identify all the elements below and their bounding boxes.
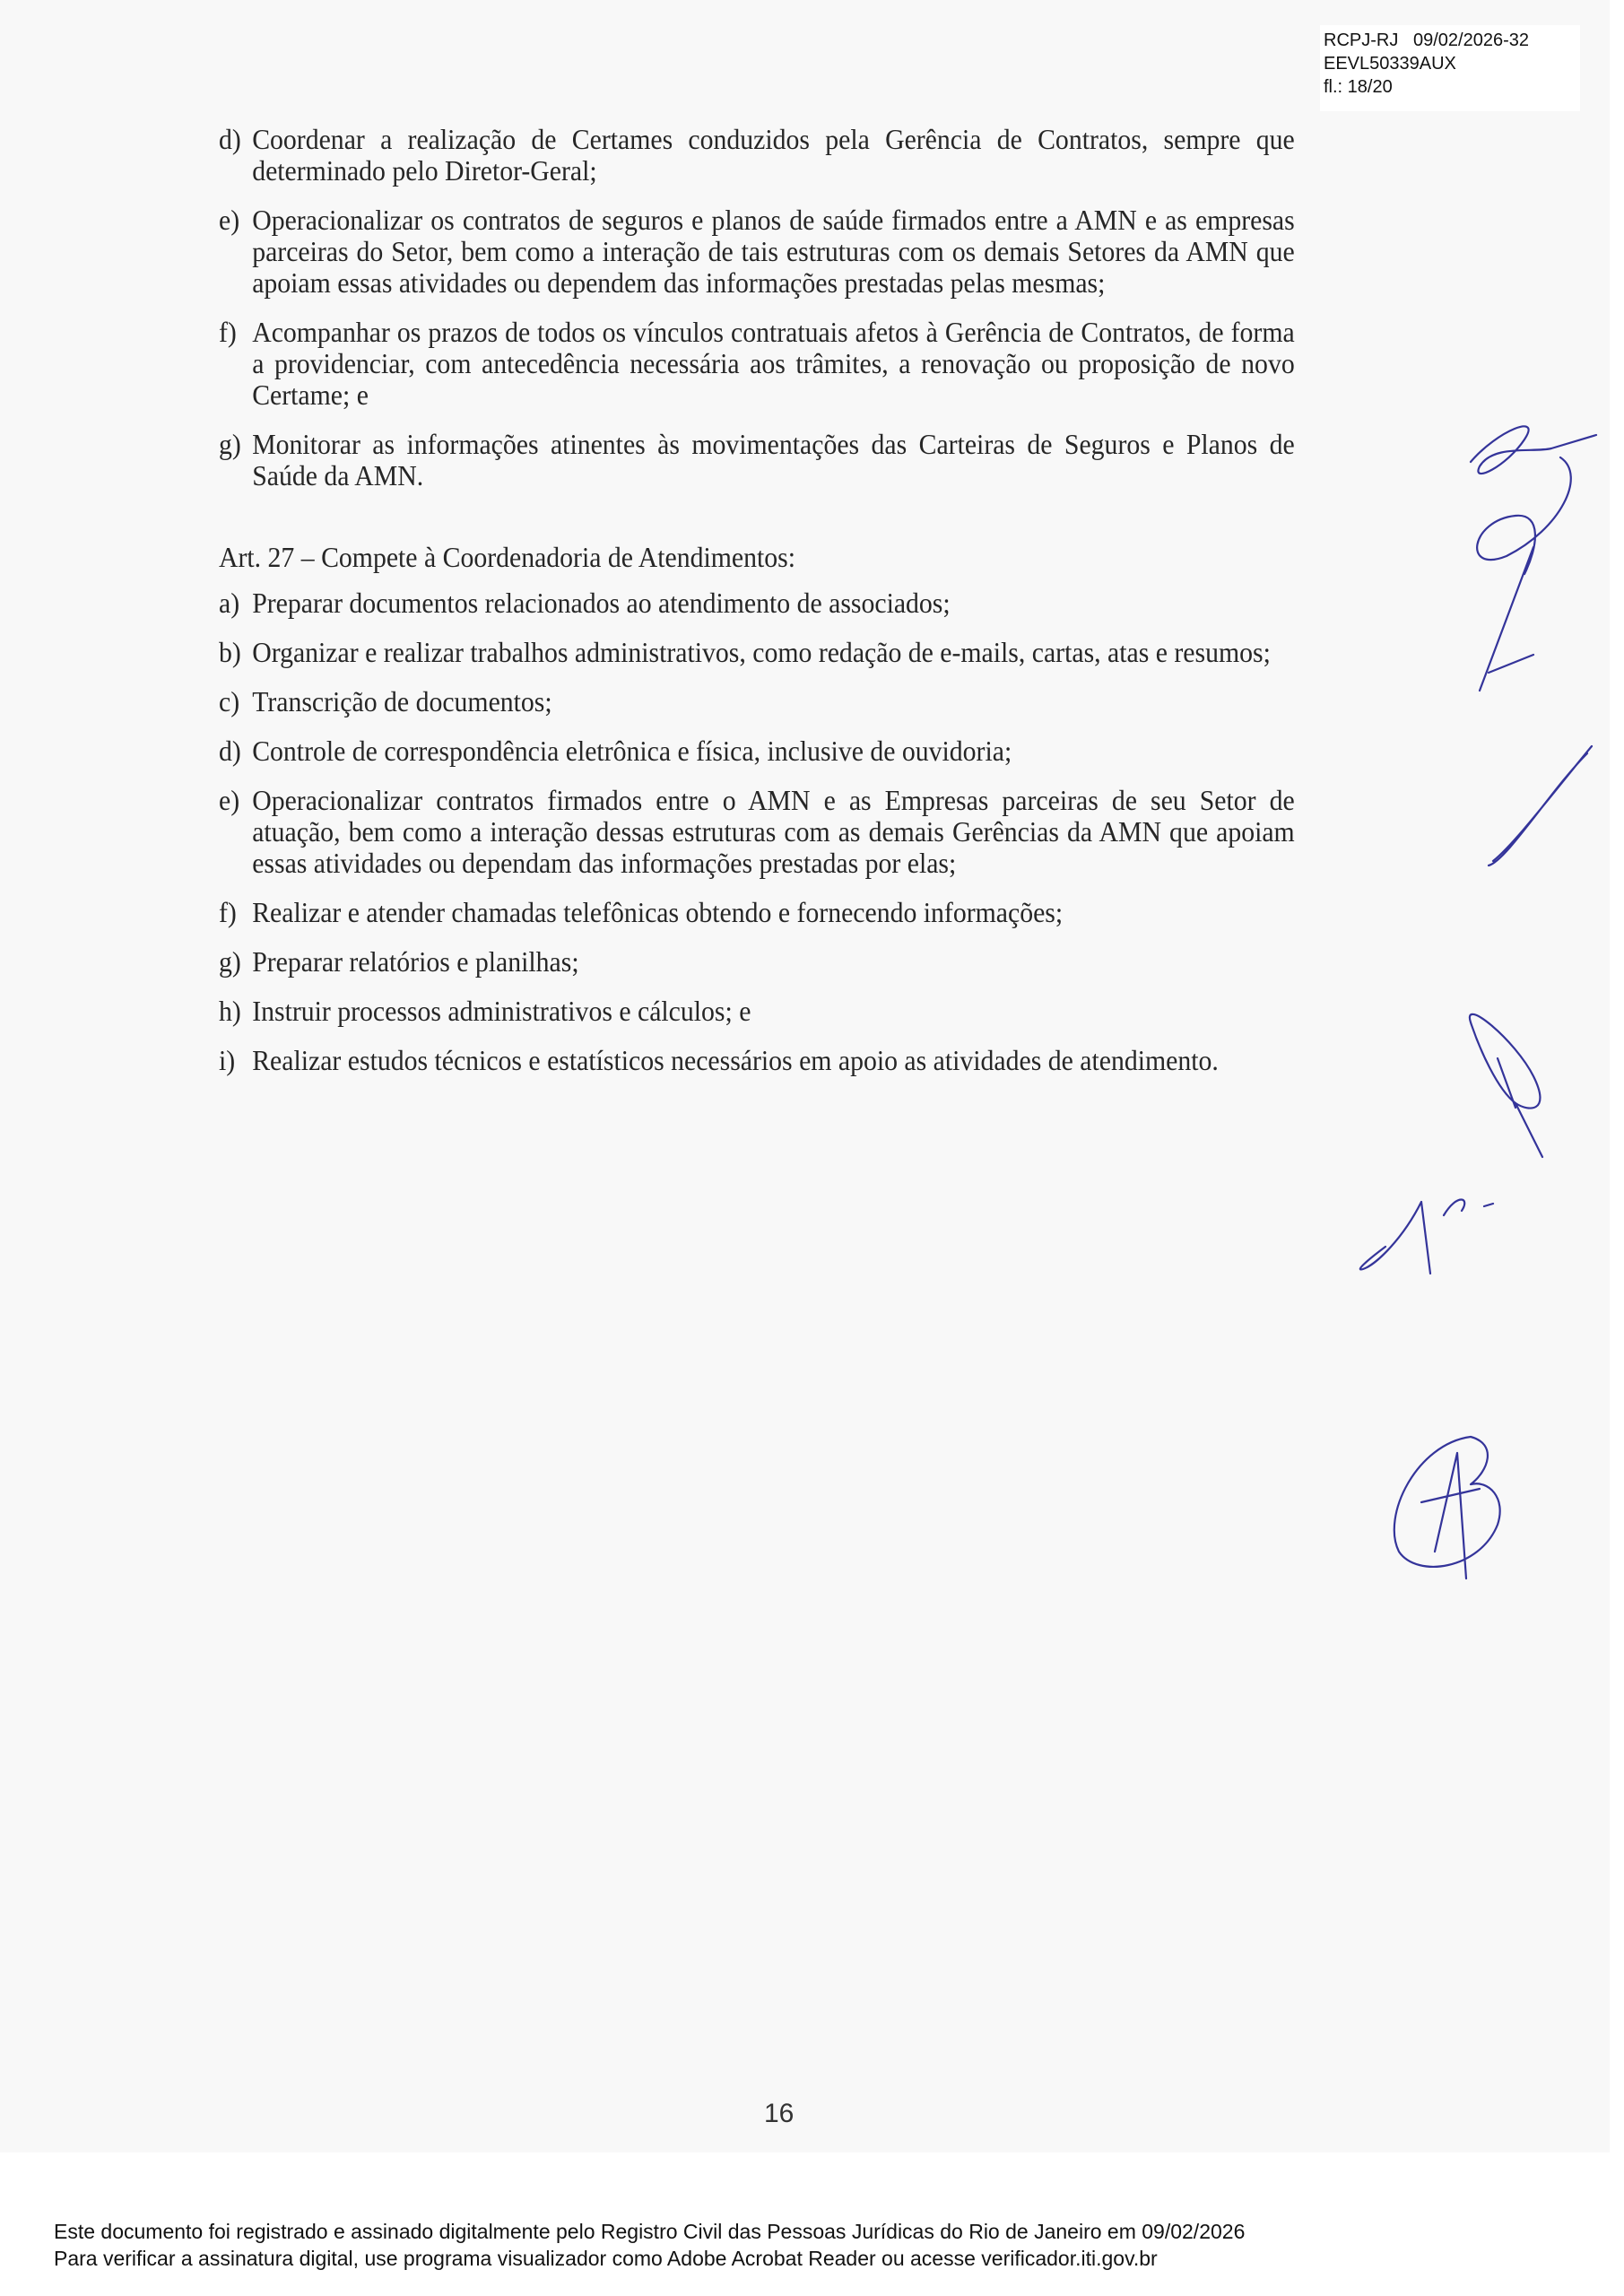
- stamp-line-registry: RCPJ-RJ 09/02/2026-32: [1324, 30, 1530, 50]
- list-item: [219, 637, 1295, 668]
- item-marker: h): [219, 995, 241, 1027]
- document-body: [219, 124, 1295, 1094]
- item-text: Instruir processos administrativos e cálculos; e: [252, 995, 751, 1027]
- item-marker: c): [219, 685, 240, 718]
- signature-rubric-1-icon: [1453, 413, 1605, 879]
- page-number: 16: [764, 2099, 795, 2128]
- item-text: Controle de correspondência eletrônica e física, inclusive de ouvidoria;: [252, 735, 1012, 767]
- list-item: [219, 946, 1295, 978]
- item-text: Monitorar as informações atinentes às movimentações das Carteiras de Seguros e Planos de Saúde da AMN.: [252, 428, 1295, 491]
- item-marker: e): [219, 204, 240, 236]
- item-text: Preparar documentos relacionados ao atendimento de associados;: [252, 587, 951, 619]
- list-item: [219, 124, 1295, 187]
- list-item: [219, 204, 1295, 299]
- item-marker: i): [219, 1044, 236, 1076]
- item-marker: f): [219, 316, 237, 348]
- item-marker: f): [219, 896, 237, 928]
- footer-registration-notice: Este documento foi registrado e assinado digitalmente pelo Registro Civil das Pessoas Jurídicas do Rio de Janeiro em 09/02/2026: [54, 2220, 1246, 2243]
- signature-rubric-3-icon: [1359, 1184, 1502, 1292]
- item-text: Realizar estudos técnicos e estatísticos necessários em apoio as atividades de atendimento.: [252, 1044, 1219, 1076]
- item-text: Acompanhar os prazos de todos os vínculos contratuais afetos à Gerência de Contratos, de forma a providenciar, com antecedência necessária aos trâmites, a renovação ou proposição de novo Certame; e: [252, 316, 1295, 411]
- list-item: [219, 897, 1295, 928]
- item-marker: g): [219, 945, 241, 978]
- list-item: [219, 785, 1295, 879]
- item-marker: g): [219, 428, 241, 460]
- item-text: Preparar relatórios e planilhas;: [252, 945, 579, 978]
- list-item: [219, 1045, 1295, 1076]
- list-item: [219, 587, 1295, 619]
- digital-signature-footer: [54, 2218, 1245, 2272]
- list-item: [219, 317, 1295, 411]
- item-text: Organizar e realizar trabalhos administrativos, como redação de e-mails, cartas, atas e resumos;: [252, 636, 1271, 668]
- list-item: [219, 735, 1295, 767]
- item-marker: d): [219, 123, 241, 155]
- article-heading: Art. 27 – Compete à Coordenadoria de Atendimentos:: [219, 541, 796, 573]
- item-text: Realizar e atender chamadas telefônicas obtendo e fornecendo informações;: [252, 896, 1064, 928]
- list-item: [219, 429, 1295, 491]
- item-marker: e): [219, 784, 240, 816]
- item-text: Coordenar a realização de Certames conduzidos pela Gerência de Contratos, sempre que determinado pelo Diretor-Geral;: [252, 123, 1295, 187]
- signature-rubric-2-icon: [1462, 1004, 1569, 1175]
- item-text: Operacionalizar os contratos de seguros e planos de saúde firmados entre a AMN e as empresas parceiras do Setor, bem como a interação de tais estruturas com os demais Setores da AMN que apoiam essas atividades ou dependem das informações prestadas pelas mesmas;: [252, 204, 1295, 299]
- item-text: Transcrição de documentos;: [252, 685, 552, 718]
- stamp-line-folio: fl.: 18/20: [1324, 77, 1393, 97]
- list-item: [219, 686, 1295, 718]
- stamp-line-code: EEVL50339AUX: [1324, 54, 1456, 74]
- item-marker: d): [219, 735, 241, 767]
- list-item: [219, 996, 1295, 1027]
- signature-initials-ab-icon: [1381, 1426, 1524, 1587]
- item-marker: b): [219, 636, 241, 668]
- item-marker: a): [219, 587, 240, 619]
- item-text: Operacionalizar contratos firmados entre o AMN e as Empresas parceiras de seu Setor de atuação, bem como a interação dessas estruturas com as demais Gerências da AMN que apoiam essas atividades ou dependam das informações prestadas por elas;: [252, 784, 1295, 879]
- registry-stamp: [1320, 25, 1580, 111]
- footer-verification-notice: Para verificar a assinatura digital, use programa visualizador como Adobe Acrobat Reader ou acesse verificador.iti.gov.br: [54, 2247, 1158, 2270]
